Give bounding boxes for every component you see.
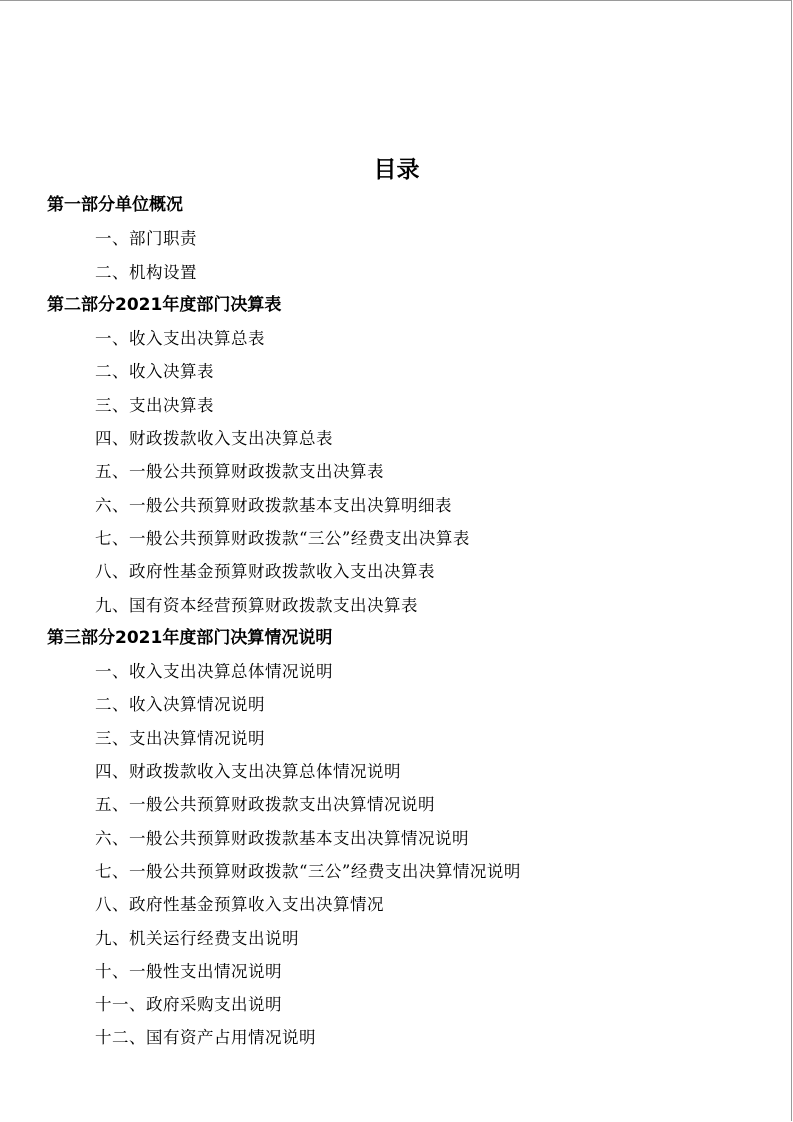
toc-item[interactable]: 二、收入决算情况说明 [95,695,265,715]
toc-item[interactable]: 七、一般公共预算财政拨款“三公”经费支出决算表 [95,528,470,548]
toc-item[interactable]: 一、部门职责 [95,229,197,249]
toc-section-3 [0,622,793,1055]
section-items [0,655,793,1055]
toc-item[interactable]: 八、政府性基金预算收入支出决算情况 [95,895,384,915]
table-of-contents [0,189,793,1055]
toc-item[interactable]: 八、政府性基金预算财政拨款收入支出决算表 [95,562,435,582]
toc-item[interactable]: 一、收入支出决算总体情况说明 [95,662,333,682]
toc-item[interactable]: 二、收入决算表 [95,362,214,382]
toc-item[interactable]: 十二、国有资产占用情况说明 [95,1028,316,1048]
section-items [0,222,793,289]
section-heading[interactable]: 第一部分单位概况 [47,195,183,215]
toc-item[interactable]: 九、国有资本经营预算财政拨款支出决算表 [95,595,418,615]
toc-section-1 [0,189,793,289]
toc-item[interactable]: 三、支出决算情况说明 [95,728,265,748]
toc-item[interactable]: 一、收入支出决算总表 [95,329,265,349]
toc-section-2 [0,289,793,622]
page-title: 目录 [373,157,420,183]
toc-item[interactable]: 十一、政府采购支出说明 [95,995,282,1015]
toc-item[interactable]: 五、一般公共预算财政拨款支出决算表 [95,462,384,482]
section-items [0,322,793,622]
toc-item[interactable]: 三、支出决算表 [95,395,214,415]
toc-item[interactable]: 五、一般公共预算财政拨款支出决算情况说明 [95,795,435,815]
toc-item[interactable]: 二、机构设置 [95,262,197,282]
toc-item[interactable]: 四、财政拨款收入支出决算总体情况说明 [95,762,401,782]
section-heading[interactable]: 第三部分2021年度部门决算情况说明 [47,627,333,648]
toc-item[interactable]: 九、机关运行经费支出说明 [95,928,299,948]
toc-item[interactable]: 十、一般性支出情况说明 [95,961,282,981]
toc-item[interactable]: 四、财政拨款收入支出决算总表 [95,429,333,449]
toc-item[interactable]: 六、一般公共预算财政拨款基本支出决算明细表 [95,495,452,515]
toc-item[interactable]: 六、一般公共预算财政拨款基本支出决算情况说明 [95,828,469,848]
toc-item[interactable]: 七、一般公共预算财政拨款“三公”经费支出决算情况说明 [95,861,521,881]
section-heading[interactable]: 第二部分2021年度部门决算表 [47,294,282,315]
